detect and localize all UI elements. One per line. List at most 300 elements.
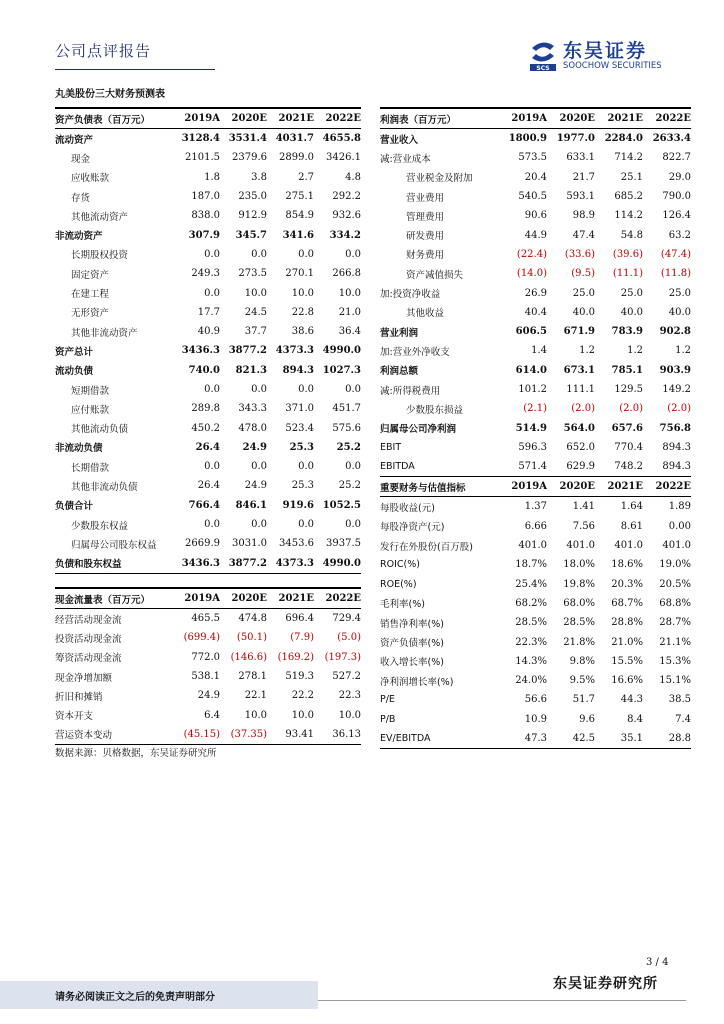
table-row — [55, 283, 361, 302]
row-label: 发行在外股份(百万股) — [380, 541, 473, 553]
row-value: 1052.5 — [322, 499, 361, 511]
row-label: 减:所得税费用 — [380, 385, 441, 397]
row-value: 450.2 — [191, 422, 220, 434]
row-value: 1.8 — [204, 171, 220, 183]
row-value: 714.2 — [614, 152, 643, 164]
table-row — [55, 667, 361, 686]
row-value: 740.0 — [188, 364, 220, 376]
row-value: 538.1 — [191, 671, 220, 683]
row-label: 营业收入 — [380, 134, 419, 146]
row-value: 26.4 — [197, 480, 220, 492]
table-row — [380, 245, 691, 264]
row-value: 90.6 — [524, 210, 547, 222]
row-value: 249.3 — [191, 268, 220, 280]
row-value: 21.8% — [563, 636, 595, 648]
row-value: 1.89 — [668, 501, 691, 513]
svg-text:SCS: SCS — [536, 65, 550, 72]
soochow-logo-icon — [528, 38, 558, 72]
row-value: 21.0% — [611, 636, 643, 648]
table-row — [55, 705, 361, 724]
row-value: 8.61 — [620, 520, 643, 532]
report-type: 公司点评报告 — [55, 42, 152, 60]
row-value: 523.4 — [285, 422, 314, 434]
row-value: 40.0 — [572, 306, 595, 318]
row-value: 573.5 — [518, 152, 547, 164]
table-header-row — [55, 588, 361, 609]
row-label: 折旧和摊销 — [55, 691, 103, 703]
row-value: 596.3 — [518, 441, 547, 453]
income-statement-table — [380, 107, 691, 749]
row-value: 0.0 — [204, 248, 220, 260]
row-value: 17.7 — [197, 306, 220, 318]
logo-en-text: SOOCHOW SECURITIES — [563, 61, 662, 71]
table-row — [55, 648, 361, 667]
row-label: 资产减值损失 — [406, 269, 464, 281]
row-value: 756.8 — [659, 422, 691, 434]
row-value: 564.0 — [563, 422, 595, 434]
table-row — [55, 609, 361, 629]
row-value: 289.8 — [191, 403, 220, 415]
row-value: 3877.2 — [220, 554, 267, 574]
table-row — [55, 686, 361, 705]
table-row — [380, 457, 691, 477]
footer-rule — [318, 1000, 686, 1001]
row-value: 3937.5 — [326, 538, 361, 550]
row-value: 38.5 — [668, 694, 691, 706]
row-value: 25.3 — [291, 480, 314, 492]
row-value: 24.9 — [242, 441, 267, 453]
institute-name: 东吴证券研究所 — [553, 976, 658, 992]
page-number: 3 / 4 — [646, 957, 669, 968]
row-value: (2.0) — [571, 403, 595, 415]
row-value: 0.0 — [204, 384, 220, 395]
row-value: 478.0 — [238, 422, 267, 434]
row-value: 2101.5 — [185, 152, 220, 164]
row-label: 归属母公司股东权益 — [71, 539, 157, 551]
row-value: 0.0 — [345, 384, 361, 395]
row-value: 25.4% — [515, 578, 547, 590]
row-value: 266.8 — [332, 268, 361, 280]
row-value: (33.6) — [564, 248, 595, 260]
row-value: 6.66 — [524, 520, 547, 532]
header-year: 2019A — [499, 108, 547, 129]
row-value: 22.3 — [338, 690, 361, 702]
table-row — [55, 380, 361, 399]
row-value: 21.7 — [572, 171, 595, 183]
row-value: 9.5% — [569, 675, 595, 687]
table-row — [380, 652, 691, 671]
row-value: 28.8% — [611, 617, 643, 629]
row-value: 401.0 — [518, 540, 547, 552]
row-label: 在建工程 — [71, 289, 110, 301]
row-value: (11.1) — [612, 268, 643, 280]
row-value: 40.0 — [620, 306, 643, 318]
header-year: 2021E — [595, 477, 643, 497]
table-header-row — [380, 477, 691, 497]
row-value: 28.5% — [563, 617, 595, 629]
table-row — [55, 496, 361, 515]
row-value: 341.6 — [282, 229, 314, 241]
row-value: 24.0% — [515, 675, 547, 687]
row-value: 25.2 — [338, 480, 361, 492]
row-value: 1.37 — [524, 501, 547, 513]
row-label: 营运资本变动 — [55, 725, 173, 745]
row-label: 非流动资产 — [55, 231, 103, 243]
table-row — [380, 148, 691, 167]
row-value: 0.0 — [298, 519, 314, 531]
header-year: 2019A — [173, 588, 220, 609]
table-row — [55, 725, 361, 745]
row-value: 28.7% — [659, 617, 691, 629]
table-row — [55, 168, 361, 187]
cash-flow-table — [55, 587, 361, 745]
row-value: 10.0 — [244, 287, 267, 299]
row-value: 334.2 — [329, 229, 361, 241]
row-value: 19.0% — [659, 559, 691, 571]
row-value: (14.0) — [516, 268, 547, 280]
table-row — [380, 613, 691, 632]
header-label: 重要财务与估值指标 — [380, 477, 499, 497]
row-value: 40.0 — [668, 306, 691, 318]
row-value: 606.5 — [515, 326, 547, 338]
row-value: 26.4 — [195, 441, 220, 453]
row-value: 24.9 — [197, 690, 220, 702]
row-value: 19.8% — [563, 578, 595, 590]
table-row — [55, 628, 361, 647]
row-label: 非流动负债 — [55, 443, 103, 455]
row-value: 29.0 — [668, 171, 691, 183]
row-value: 633.1 — [566, 152, 595, 164]
row-label: 财务费用 — [406, 250, 445, 262]
row-label: 减:营业成本 — [380, 153, 431, 165]
row-value: 307.9 — [188, 229, 220, 241]
row-value: (50.1) — [236, 632, 267, 644]
table-row — [380, 341, 691, 360]
row-label: 负债和股东权益 — [55, 554, 173, 574]
row-value: 51.7 — [572, 694, 595, 706]
table-row — [55, 187, 361, 206]
table-row — [380, 555, 691, 574]
row-label: 其他非流动负债 — [71, 481, 138, 493]
row-value: 894.3 — [662, 441, 691, 453]
row-value: 1027.3 — [322, 364, 361, 376]
row-value: 292.2 — [332, 191, 361, 203]
row-value: 1800.9 — [508, 133, 547, 145]
row-value: 4990.0 — [314, 554, 361, 574]
table-row — [55, 303, 361, 322]
row-value: 25.2 — [336, 441, 361, 453]
header-year: 2020E — [547, 477, 595, 497]
row-value: 0.0 — [345, 248, 361, 260]
row-label: 流动资产 — [55, 134, 94, 146]
row-value: 7.4 — [675, 713, 691, 725]
row-value: (197.3) — [324, 651, 361, 663]
row-value: 10.0 — [338, 287, 361, 299]
row-label: 筹资活动现金流 — [55, 653, 122, 665]
header-year: 2022E — [643, 477, 691, 497]
row-value: 2284.0 — [604, 133, 643, 145]
row-value: 673.1 — [563, 364, 595, 376]
row-value: 629.9 — [566, 461, 595, 473]
row-value: 15.3% — [659, 655, 691, 667]
row-value: 371.0 — [285, 403, 314, 415]
row-value: 0.0 — [251, 248, 267, 260]
table-row — [380, 399, 691, 418]
row-value: 919.6 — [282, 499, 314, 511]
table-row — [380, 671, 691, 690]
row-value: 15.1% — [659, 675, 691, 687]
row-value: 1.64 — [620, 501, 643, 513]
row-value: 25.1 — [620, 171, 643, 183]
row-value: 2633.4 — [652, 133, 691, 145]
row-value: (7.9) — [290, 632, 314, 644]
row-value: 772.0 — [191, 651, 220, 663]
row-label: 资本开支 — [55, 711, 94, 723]
row-value: 47.4 — [572, 229, 595, 241]
row-value: 575.6 — [332, 422, 361, 434]
row-label: EV/EBITDA — [380, 729, 499, 749]
row-value: 68.0% — [563, 597, 595, 609]
row-value: 37.7 — [244, 326, 267, 338]
row-value: 0.0 — [251, 384, 267, 395]
row-value: 25.3 — [289, 441, 314, 453]
row-value: 593.1 — [566, 191, 595, 203]
row-value: 24.9 — [244, 480, 267, 492]
row-value: 18.6% — [611, 559, 643, 571]
header-year: 2021E — [595, 108, 643, 129]
row-value: 894.3 — [662, 461, 691, 473]
row-value: 894.3 — [282, 364, 314, 376]
row-value: 22.1 — [244, 690, 267, 702]
row-value: 3436.3 — [173, 554, 220, 574]
header-year: 2022E — [643, 108, 691, 129]
row-value: 1.2 — [675, 345, 691, 357]
row-value: 0.0 — [251, 461, 267, 473]
table-row — [380, 690, 691, 709]
row-value: 932.6 — [332, 210, 361, 222]
row-label: 无形资产 — [71, 308, 110, 320]
company-logo — [528, 36, 678, 76]
header-year: 2020E — [547, 108, 595, 129]
row-value: 36.4 — [338, 326, 361, 338]
table-row — [380, 129, 691, 149]
row-label: EBIT — [380, 441, 402, 453]
row-label: 毛利率(%) — [380, 599, 425, 611]
row-value: 44.9 — [524, 229, 547, 241]
table-row — [380, 729, 691, 749]
row-label: 营业税金及附加 — [406, 173, 473, 185]
row-value: (2.0) — [667, 403, 691, 415]
table-row — [380, 187, 691, 206]
row-value: 68.7% — [611, 597, 643, 609]
row-value: (699.4) — [183, 632, 220, 644]
row-value: 0.0 — [298, 248, 314, 260]
row-value: 21.1% — [659, 636, 691, 648]
row-value: 770.4 — [614, 441, 643, 453]
row-value: 26.9 — [524, 287, 547, 299]
row-value: 465.5 — [191, 613, 220, 625]
row-value: 1977.0 — [556, 133, 595, 145]
header-year: 2020E — [220, 108, 267, 129]
row-value: 8.4 — [627, 713, 643, 725]
table-row — [380, 594, 691, 613]
row-label: 净利润增长率(%) — [380, 676, 454, 688]
table-row — [55, 515, 361, 534]
row-value: 36.13 — [314, 725, 361, 745]
row-value: (11.8) — [660, 268, 691, 280]
row-label: 其他流动负债 — [71, 424, 129, 436]
row-value: 3031.0 — [232, 538, 267, 550]
table-row — [380, 438, 691, 457]
table-row — [380, 168, 691, 187]
row-label: 资产负债率(%) — [380, 638, 444, 650]
row-value: 68.2% — [515, 597, 547, 609]
row-value: 22.3% — [515, 636, 547, 648]
row-value: 838.0 — [191, 210, 220, 222]
row-label: 存货 — [71, 192, 91, 204]
row-value: 1.2 — [579, 345, 595, 357]
table-row — [380, 361, 691, 380]
table-row — [55, 476, 361, 495]
table-row — [380, 710, 691, 729]
row-value: 1.2 — [627, 345, 643, 357]
row-value: 4373.3 — [267, 554, 314, 574]
row-value: (39.6) — [612, 248, 643, 260]
row-value: 854.9 — [285, 210, 314, 222]
header-label: 现金流量表（百万元） — [55, 588, 173, 609]
disclaimer-note: 请务必阅读正文之后的免责声明部分 — [55, 992, 215, 1003]
row-label: 固定资产 — [71, 269, 110, 281]
row-value: 4.8 — [345, 171, 361, 183]
row-value: 4655.8 — [322, 133, 361, 145]
table-row — [55, 148, 361, 167]
row-value: 401.0 — [614, 540, 643, 552]
row-label: 管理费用 — [406, 211, 445, 223]
row-value: 474.8 — [238, 613, 267, 625]
row-value: 3.8 — [251, 171, 267, 183]
row-value: 2669.9 — [185, 538, 220, 550]
table-row — [380, 536, 691, 555]
header-year: 2021E — [267, 588, 314, 609]
row-value: 345.7 — [235, 229, 267, 241]
row-value: 785.1 — [611, 364, 643, 376]
table-row — [380, 283, 691, 302]
row-value: 1.4 — [531, 345, 547, 357]
row-value: 10.0 — [291, 709, 314, 721]
table-row — [55, 206, 361, 225]
header-year: 2022E — [314, 588, 361, 609]
row-value: 729.4 — [332, 613, 361, 625]
table-header-row — [55, 108, 361, 129]
row-value: 16.6% — [611, 675, 643, 687]
table-row — [380, 497, 691, 517]
row-value: (2.1) — [523, 403, 547, 415]
row-label: 营业利润 — [380, 327, 419, 339]
table-row — [380, 575, 691, 594]
table-row — [55, 322, 361, 341]
row-value: 28.5% — [515, 617, 547, 629]
table-row — [380, 418, 691, 437]
row-value: 38.6 — [291, 326, 314, 338]
row-value: 821.3 — [235, 364, 267, 376]
row-value: 846.1 — [235, 499, 267, 511]
logo-cn-text: 东吴证券 — [563, 40, 648, 62]
row-value: 278.1 — [238, 671, 267, 683]
table-row — [55, 129, 361, 149]
row-label: 销售净利率(%) — [380, 618, 444, 630]
table-row — [380, 206, 691, 225]
row-value: 111.1 — [566, 384, 595, 395]
row-label: 短期借款 — [71, 385, 110, 397]
row-label: 经营活动现金流 — [55, 614, 122, 626]
row-value: 0.0 — [251, 519, 267, 531]
row-label: 收入增长率(%) — [380, 657, 444, 669]
table-row — [380, 517, 691, 536]
row-label: 归属母公司净利润 — [380, 424, 457, 436]
row-label: 营业费用 — [406, 192, 445, 204]
row-value: (169.2) — [277, 651, 314, 663]
row-value: (45.15) — [173, 725, 220, 745]
row-value: 28.8 — [643, 729, 691, 749]
row-value: 270.1 — [285, 268, 314, 280]
row-value: 0.0 — [345, 519, 361, 531]
row-value: 2.7 — [298, 171, 314, 183]
row-value: 40.4 — [524, 306, 547, 318]
row-value: (22.4) — [516, 248, 547, 260]
header-year: 2019A — [499, 477, 547, 497]
header-year: 2020E — [220, 588, 267, 609]
row-value: 54.8 — [620, 229, 643, 241]
row-value: 766.4 — [188, 499, 220, 511]
row-label: ROIC(%) — [380, 559, 420, 571]
row-label: 研发费用 — [406, 231, 445, 243]
row-value: 614.0 — [515, 364, 547, 376]
row-value: 748.2 — [614, 461, 643, 473]
row-value: 514.9 — [515, 422, 547, 434]
row-value: 22.2 — [291, 690, 314, 702]
row-label: 每股净资产(元) — [380, 522, 445, 534]
header-year: 2021E — [267, 108, 314, 129]
row-value: 902.8 — [659, 326, 691, 338]
row-value: 98.9 — [572, 210, 595, 222]
table-row — [55, 225, 361, 244]
row-label: 少数股东权益 — [71, 520, 129, 532]
row-value: 790.0 — [662, 191, 691, 203]
row-value: 903.9 — [659, 364, 691, 376]
row-value: 0.00 — [668, 520, 691, 532]
row-value: 40.9 — [197, 326, 220, 338]
row-value: 652.0 — [566, 441, 595, 453]
row-value: 101.2 — [518, 384, 547, 395]
row-value: 671.9 — [563, 326, 595, 338]
row-value: 343.3 — [238, 403, 267, 415]
header-label: 资产负债表（百万元） — [55, 108, 173, 129]
row-value: 20.3% — [611, 578, 643, 590]
row-value: (47.4) — [660, 248, 691, 260]
row-label: 其他收益 — [406, 308, 445, 320]
row-value: 149.2 — [662, 384, 691, 395]
row-value: 68.8% — [659, 597, 691, 609]
row-value: 20.4 — [524, 171, 547, 183]
balance-sheet-table — [55, 107, 361, 574]
row-value: 3453.6 — [279, 538, 314, 550]
row-label: 现金净增加额 — [55, 672, 113, 684]
row-label: 应收账款 — [71, 173, 110, 185]
row-value: 63.2 — [668, 229, 691, 241]
row-label: 流动负债 — [55, 366, 94, 378]
row-value: 2379.6 — [232, 152, 267, 164]
row-value: 18.7% — [515, 559, 547, 571]
